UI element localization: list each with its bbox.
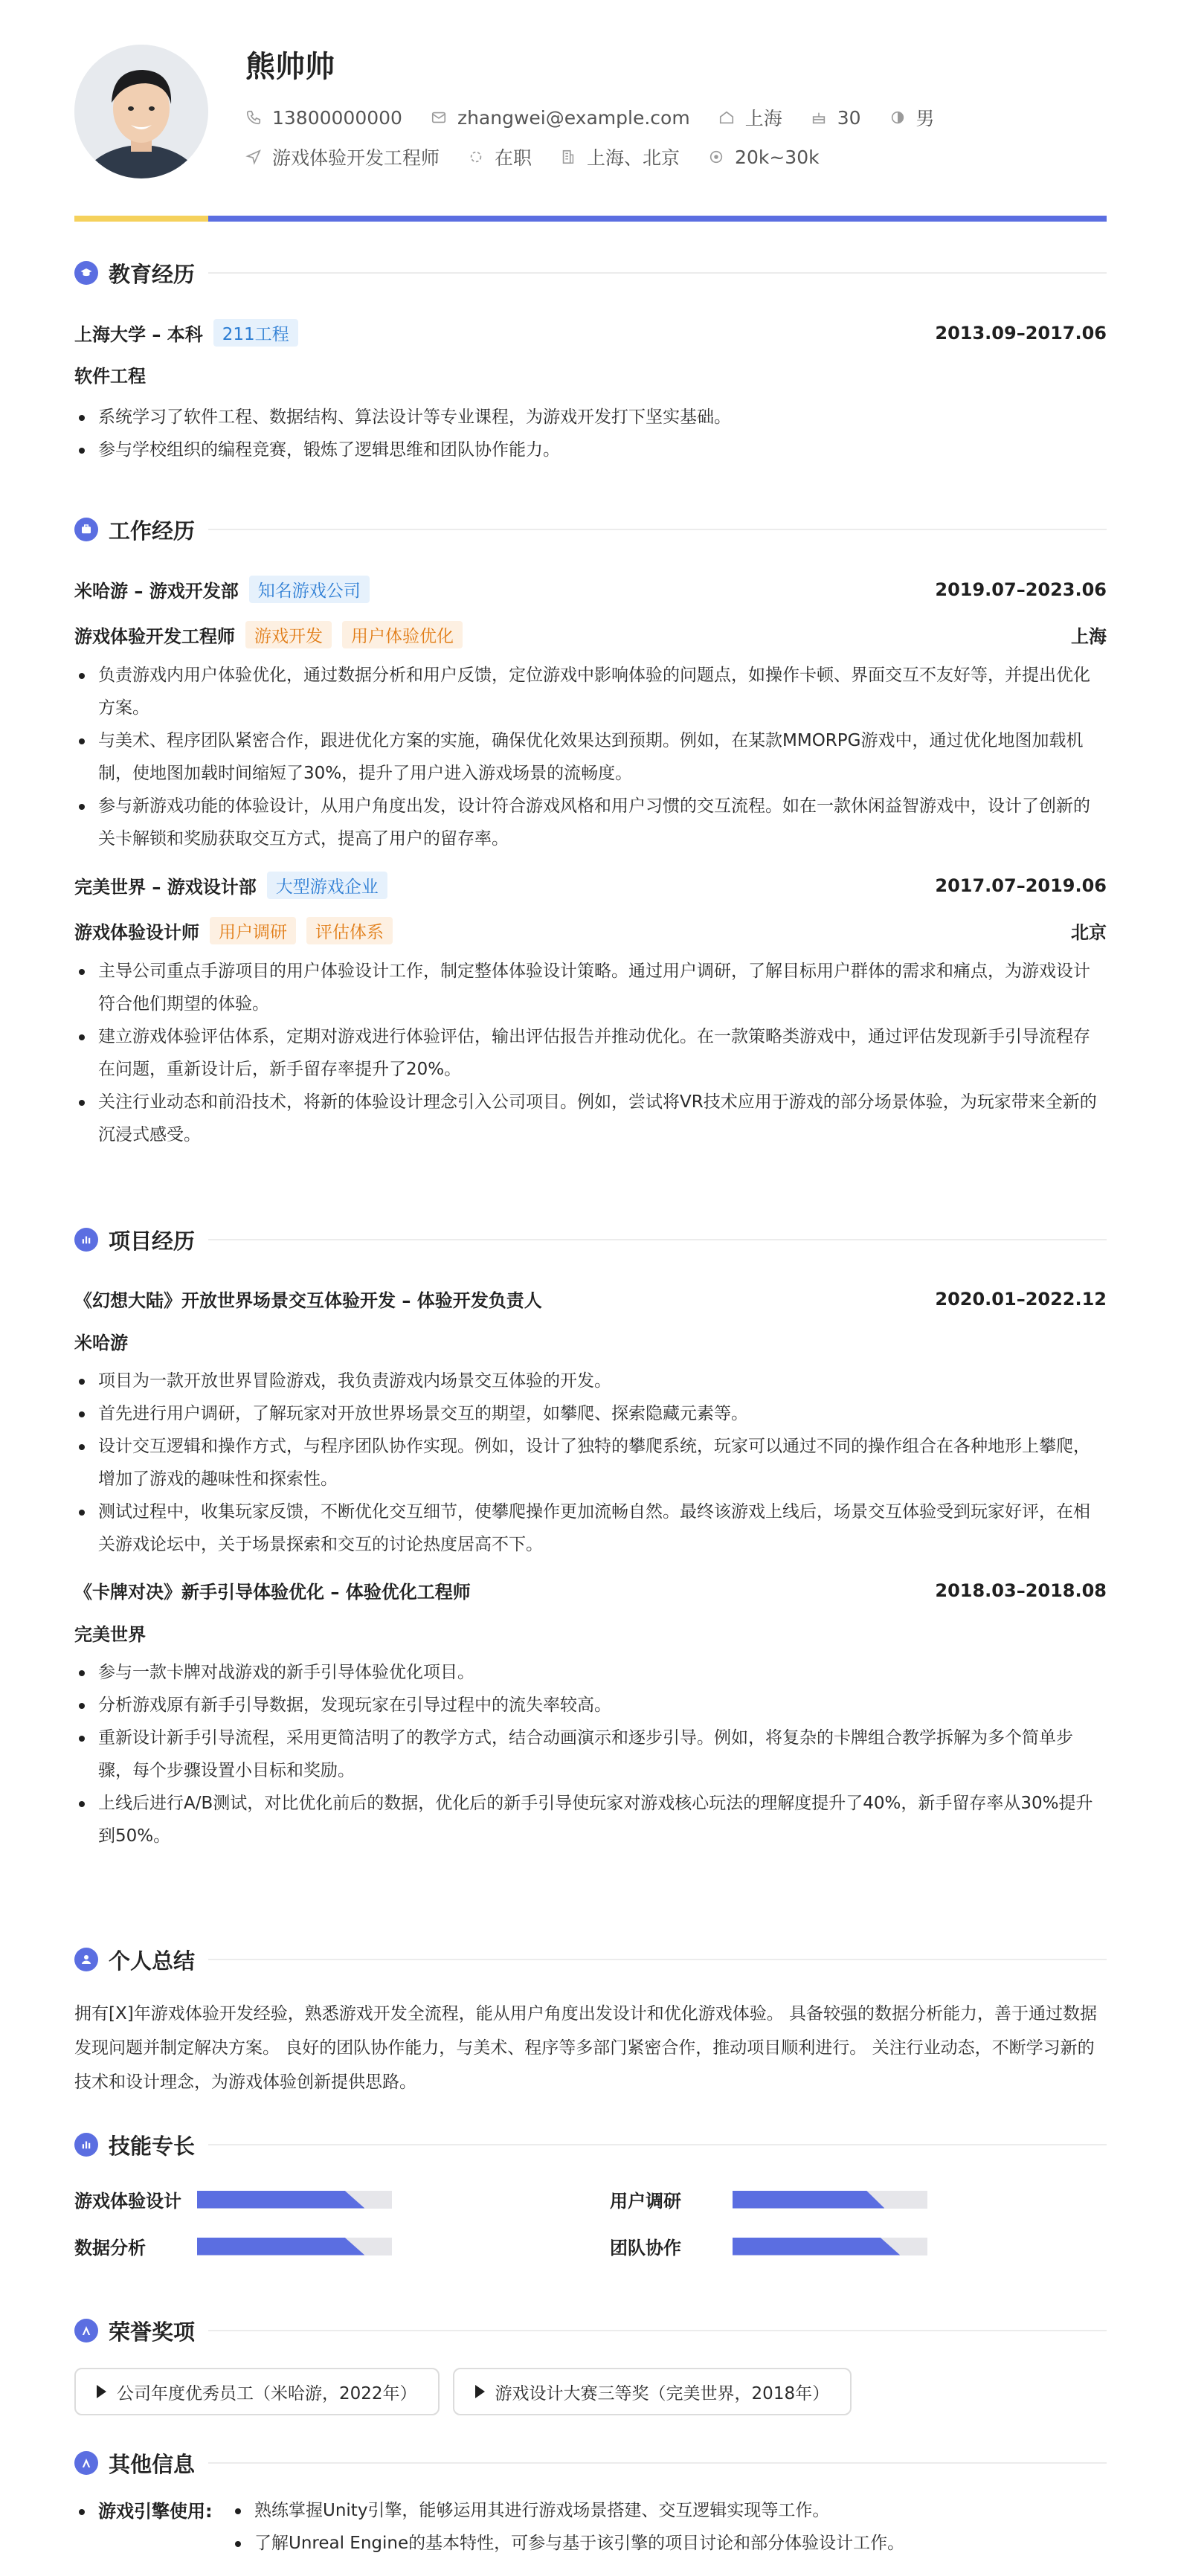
bar-chart-icon <box>74 1228 98 1252</box>
job-entry <box>74 872 1107 1151</box>
section-title: 技能专长 <box>109 2133 196 2159</box>
other-info <box>74 2494 1107 2560</box>
gender-item <box>889 104 935 131</box>
projects-section <box>74 1223 1107 1852</box>
bar-chart-icon <box>74 2133 98 2157</box>
status-text: 在职 <box>495 147 532 169</box>
avatar-portrait-icon <box>74 45 208 178</box>
summary-section <box>74 1943 1107 2099</box>
list-item: 上线后进行A/B测试，对比优化前后的数据，优化后的新手引导使玩家对游戏核心玩法的理解度提升了40%，新手留存率从30%提升到50%。 <box>74 1787 1107 1852</box>
list-item: 重新设计新手引导流程，采用更简洁明了的教学方式，结合动画演示和逐步引导。例如，将复杂的卡牌组合教学拆解为多个简单步骤，每个步骤设置小目标和奖励。 <box>74 1722 1107 1787</box>
project-entry <box>74 1286 1107 1561</box>
project-name: 《卡牌对决》新手引导体验优化 – 体验优化工程师 <box>74 1582 471 1603</box>
role-tag: 用户调研 <box>210 917 296 944</box>
list-item: 测试过程中，收集玩家反馈，不断优化交互细节，使攀爬操作更加流畅自然。最终该游戏上线后，场景交互体验受到玩家好评，在相关游戏论坛中，关于场景探索和交互的讨论热度居高不下。 <box>74 1495 1107 1561</box>
list-item: 熟练掌握Unity引擎，能够运用其进行游戏场景搭建、交互逻辑实现等工作。 <box>231 2494 904 2527</box>
skill-bar <box>733 2191 927 2209</box>
list-item: 系统学习了软件工程、数据结构、算法设计等专业课程，为游戏开发打下坚实基础。 <box>74 401 1107 434</box>
age-item <box>811 107 861 129</box>
phone-icon <box>245 109 262 126</box>
award-item <box>74 2368 440 2415</box>
salary-item <box>708 146 820 168</box>
city-item <box>718 104 782 131</box>
work-section <box>74 513 1107 1151</box>
job-entry <box>74 576 1107 855</box>
company-tag: 大型游戏企业 <box>267 872 387 899</box>
locations-item <box>560 144 680 170</box>
project-org: 完美世界 <box>74 1624 146 1645</box>
job-location: 上海 <box>1071 626 1107 647</box>
email-item <box>431 107 690 129</box>
section-title: 其他信息 <box>109 2451 196 2477</box>
loading-icon <box>468 149 484 165</box>
company-name: 完美世界 – 游戏设计部 <box>74 877 257 898</box>
header-divider <box>74 216 1107 222</box>
job-bullets <box>74 659 1107 855</box>
coin-icon <box>708 149 724 165</box>
list-item: 主导公司重点手游项目的用户体验设计工作，制定整体体验设计策略。通过用户调研，了解目标用户群体的需求和痛点，为游戏设计符合他们期望的体验。 <box>74 955 1107 1020</box>
skill-bar <box>197 2191 392 2209</box>
education-date: 2013.09–2017.06 <box>935 322 1107 344</box>
skills-grid <box>74 2186 1107 2259</box>
resume-header <box>74 45 1107 186</box>
section-title: 工作经历 <box>109 518 196 544</box>
education-section <box>74 257 1107 466</box>
list-item: 参与学校组织的编程竞赛，锻炼了逻辑思维和团队协作能力。 <box>74 434 1107 466</box>
skill-item <box>74 2186 610 2212</box>
skills-section <box>74 2128 1107 2259</box>
city-text: 上海 <box>744 108 782 129</box>
summary-text: 拥有[X]年游戏体验开发经验，熟悉游戏开发全流程，能从用户角度出发设计和优化游戏体验。 具备较强的数据分析能力，善于通过数据发现问题并制定解决方案。 良好的团队协作能力，与美术、程序等多部门紧密合作，推动项目顺利进行。 关注行业动态，不断学习新的技术和设计理念，为游戏体验创新提供思路。 <box>74 2004 1098 2092</box>
info-icon <box>74 2451 98 2475</box>
role-tag: 用户体验优化 <box>342 621 463 648</box>
locations-text: 上海、北京 <box>587 147 680 169</box>
school-tag: 211工程 <box>213 319 298 347</box>
briefcase-icon <box>74 518 98 541</box>
role-tag: 游戏开发 <box>245 621 332 648</box>
skill-bar <box>733 2238 927 2255</box>
project-bullets <box>74 1365 1107 1561</box>
company-name: 米哈游 – 游戏开发部 <box>74 581 239 602</box>
role-tag: 评估体系 <box>306 917 393 944</box>
job-location: 北京 <box>1071 922 1107 943</box>
gender-icon <box>889 109 906 126</box>
education-bullets <box>74 401 1107 466</box>
list-item: 与美术、程序团队紧密合作，跟进优化方案的实施，确保优化效果达到预期。例如，在某款MMORPG游戏中，通过优化地图加载机制，使地图加载时间缩短了30%，提升了用户进入游戏场景的流畅度。 <box>74 724 1107 790</box>
home-icon <box>718 109 735 126</box>
salary-text: 20k~30k <box>735 146 820 168</box>
other-bullets <box>231 2494 904 2560</box>
position-text: 游戏体验开发工程师 <box>272 147 440 169</box>
contact-row <box>245 104 963 131</box>
school-name: 上海大学 – 本科 <box>74 324 203 345</box>
project-name: 《幻想大陆》开放世界场景交互体验开发 – 体验开发负责人 <box>74 1290 542 1311</box>
job-date: 2017.07–2019.06 <box>935 875 1107 896</box>
skill-name: 用户调研 <box>610 2191 681 2212</box>
section-title: 个人总结 <box>109 1948 196 1974</box>
other-label: 游戏引擎使用: <box>74 2494 231 2560</box>
project-org: 米哈游 <box>74 1333 128 1353</box>
job-date: 2019.07–2023.06 <box>935 579 1107 600</box>
award-item <box>453 2368 852 2415</box>
skill-item <box>74 2233 610 2259</box>
user-icon <box>74 1948 98 1971</box>
award-text: 游戏设计大赛三等奖（完美世界，2018年） <box>495 2383 830 2403</box>
award-icon <box>74 2319 98 2342</box>
job-role: 游戏体验设计师 <box>74 922 199 943</box>
other-section <box>74 2447 1107 2560</box>
email-text: zhangwei@example.com <box>457 106 690 129</box>
building-icon <box>560 149 576 165</box>
company-tag: 知名游戏公司 <box>249 576 370 603</box>
play-icon <box>475 2385 485 2398</box>
job-role: 游戏体验开发工程师 <box>74 626 235 647</box>
major: 软件工程 <box>74 366 146 387</box>
phone-text: 13800000000 <box>272 106 402 129</box>
list-item: 建立游戏体验评估体系，定期对游戏进行体验评估，输出评估报告并推动优化。在一款策略类游戏中，通过评估发现新手引导流程存在问题，重新设计后，新手留存率提升了20%。 <box>74 1020 1107 1086</box>
play-icon <box>97 2385 106 2398</box>
graduation-cap-icon <box>74 261 98 285</box>
awards-section <box>74 2314 1107 2415</box>
section-title: 荣誉奖项 <box>109 2319 196 2345</box>
list-item: 分析游戏原有新手引导数据，发现玩家在引导过程中的流失率较高。 <box>74 1689 1107 1722</box>
skill-name: 游戏体验设计 <box>74 2191 181 2212</box>
list-item: 负责游戏内用户体验优化，通过数据分析和用户反馈，定位游戏中影响体验的问题点，如操作卡顿、界面交互不友好等，并提出优化方案。 <box>74 659 1107 724</box>
list-item: 参与新游戏功能的体验设计，从用户角度出发，设计符合游戏风格和用户习惯的交互流程。如在一款休闲益智游戏中，设计了创新的关卡解锁和奖励获取交互方式，提高了用户的留存率。 <box>74 790 1107 855</box>
project-bullets <box>74 1656 1107 1852</box>
awards-list <box>74 2368 1107 2415</box>
list-item: 了解Unreal Engine的基本特性，可参与基于该引擎的项目讨论和部分体验设计工作。 <box>231 2527 904 2560</box>
send-icon <box>245 149 262 165</box>
candidate-name: 熊帅帅 <box>245 50 335 84</box>
skill-item <box>610 2233 1107 2259</box>
skill-bar <box>197 2238 392 2255</box>
list-item: 参与一款卡牌对战游戏的新手引导体验优化项目。 <box>74 1656 1107 1689</box>
avatar <box>74 45 208 178</box>
status-item <box>468 144 532 170</box>
project-entry <box>74 1577 1107 1852</box>
project-date: 2020.01–2022.12 <box>935 1288 1107 1310</box>
skill-name: 数据分析 <box>74 2238 146 2258</box>
project-date: 2018.03–2018.08 <box>935 1580 1107 1601</box>
position-item <box>245 144 440 170</box>
job-intent-row <box>245 144 848 170</box>
job-bullets <box>74 955 1107 1151</box>
list-item: 首先进行用户调研，了解玩家对开放世界场景交互的期望，如攀爬、探索隐藏元素等。 <box>74 1397 1107 1430</box>
skill-item <box>610 2186 1107 2212</box>
skill-name: 团队协作 <box>610 2238 681 2258</box>
age-text: 30 <box>837 106 861 129</box>
phone-item <box>245 107 402 129</box>
section-title: 教育经历 <box>109 261 196 287</box>
section-title: 项目经历 <box>109 1228 196 1254</box>
list-item: 项目为一款开放世界冒险游戏，我负责游戏内场景交互体验的开发。 <box>74 1365 1107 1397</box>
list-item: 关注行业动态和前沿技术，将新的体验设计理念引入公司项目。例如，尝试将VR技术应用于游戏的部分场景体验，为玩家带来全新的沉浸式感受。 <box>74 1086 1107 1151</box>
award-text: 公司年度优秀员工（米哈游，2022年） <box>117 2383 417 2403</box>
list-item: 设计交互逻辑和操作方式，与程序团队协作实现。例如，设计了独特的攀爬系统，玩家可以通过不同的操作组合在各种地形上攀爬，增加了游戏的趣味性和探索性。 <box>74 1430 1107 1495</box>
mail-icon <box>431 109 447 126</box>
cake-icon <box>811 109 827 126</box>
gender-text: 男 <box>915 108 935 129</box>
